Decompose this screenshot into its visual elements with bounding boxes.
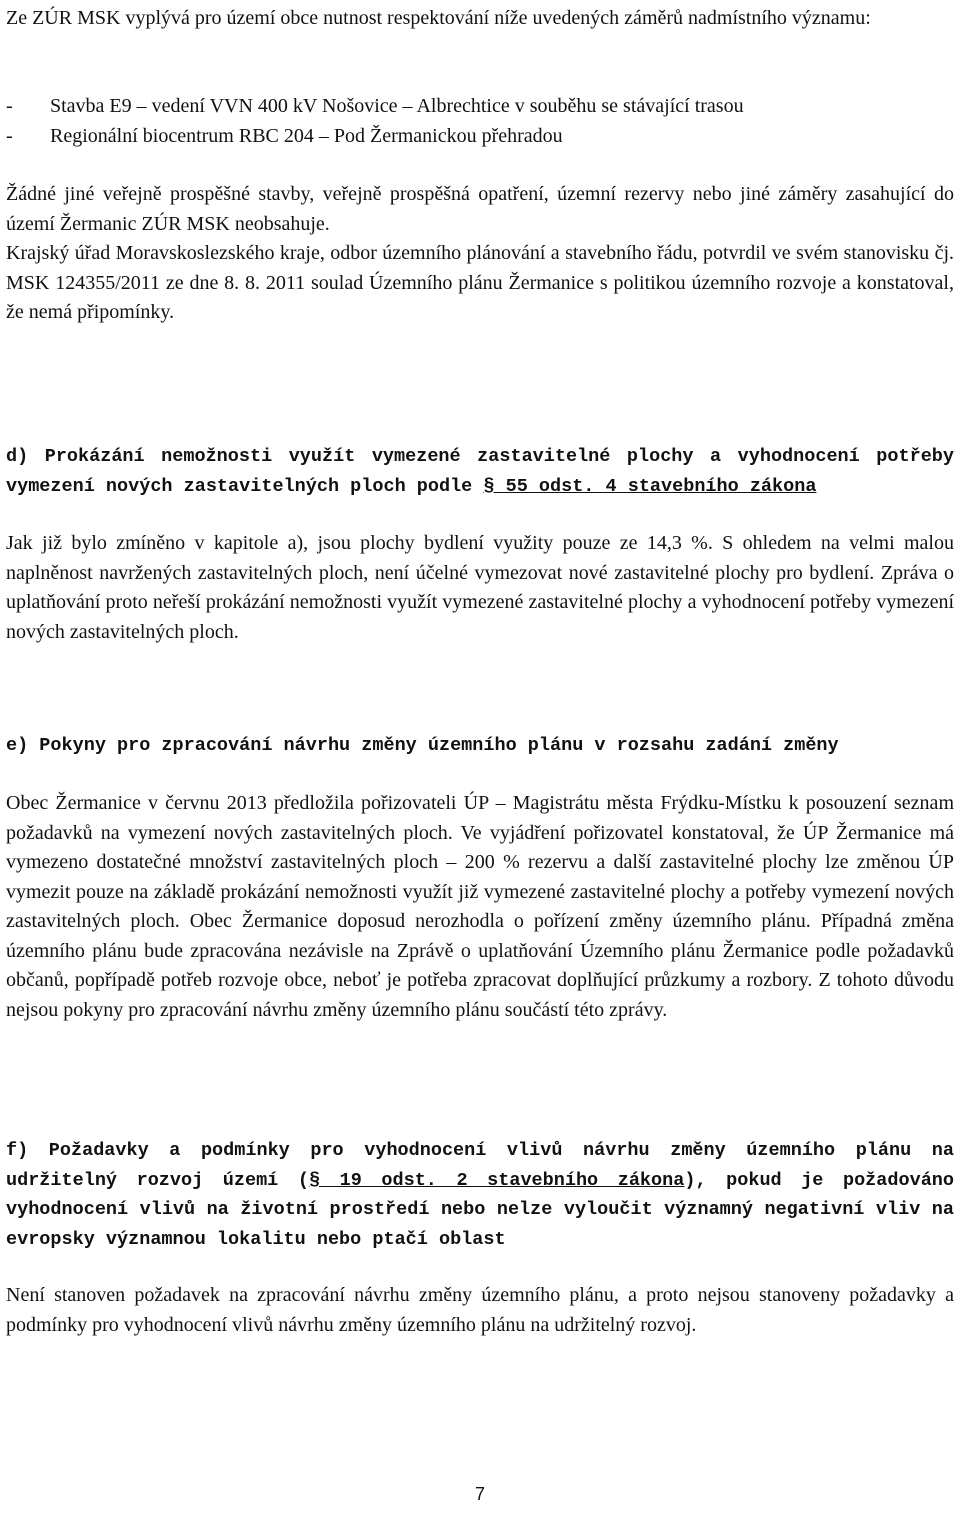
section-f-body: Není stanoven požadavek na zpracování návrhu změny územního plánu, a proto nejsou stanoveny požadavky a podmínky pro vyhodnocení vlivů návrhu změny územního plánu na udržitelný rozvoj. bbox=[6, 1284, 954, 1336]
section-f-heading-tail: ), pokud je požadováno vyhodnocení vlivů na životní prostředí nebo nelze vyloučit významný negativní vliv na evropsky významnou lokalitu nebo ptačí oblast bbox=[6, 1169, 955, 1250]
list-dash: - bbox=[6, 124, 13, 147]
list-item bbox=[6, 122, 954, 152]
regional-office-paragraph: Krajský úřad Moravskoslezského kraje, odbor územního plánování a stavebního řádu, potvrdil ve svém stanovisku čj. MSK 124355/2011 ze dne 8. 8. 2011 soulad Územního plánu Žermanice s politikou územního rozvoje a konstatoval, že nemá připomínky. bbox=[6, 242, 954, 323]
no-other-projects-paragraph: Žádné jiné veřejně prospěšné stavby, veřejně prospěšná opatření, územní rezervy nebo jiné záměry zasahující do území Žermanic ZÚR MSK neobsahuje. bbox=[6, 183, 954, 235]
section-e-body: Obec Žermanice v červnu 2013 předložila pořizovateli ÚP – Magistrátu města Frýdku-Místku k posouzení seznam požadavků na vymezení nových zastavitelných ploch. Ve vyjádření pořizovatel konstatoval, že ÚP Žermanice má vymezeno dostatečné množství zastavitelných ploch – 200 % rezervu a další zastavitelné plochy lze změnou ÚP vymezit pouze na základě prokázání nemožnosti využít již vymezené zastavitelné plochy a potřeby vymezení nových zastavitelných ploch. Obec Žermanice doposud nerozhodla o pořízení změny územního plánu. Případná změna územního plánu bude zpracována nezávisle na Zprávě o uplatňování Územního plánu Žermanice podle požadavků občanů, popřípadě potřeb rozvoje obce, neboť je potřeba zpracovat doplňující průzkumy a rozbory. Z tohoto důvodu nejsou pokyny pro zpracování návrhu změny územního plánu součástí této zprávy. bbox=[6, 792, 954, 1021]
section-d-body: Jak již bylo zmíněno v kapitole a), jsou plochy bydlení využity pouze ze 14,3 %. S ohledem na velmi malou naplněnost navržených zastavitelných ploch, není účelné vymezovat nové zastavitelné plochy pro bydlení. Zpráva o uplatňování proto neřeší prokázání nemožnosti využít vymezené zastavitelné plochy a vyhodnocení potřeby vymezení nových zastavitelných ploch. bbox=[6, 532, 954, 643]
list-item-text: Stavba E9 – vedení VVN 400 kV Nošovice – Albrechtice v souběhu se stávající trasou bbox=[50, 95, 744, 117]
intro-paragraph: Ze ZÚR MSK vyplývá pro území obce nutnost respektování níže uvedených záměrů nadmístního významu: bbox=[6, 7, 871, 29]
list-item-text: Regionální biocentrum RBC 204 – Pod Žermanickou přehradou bbox=[50, 124, 563, 147]
section-f-heading-text: f) Požadavky a podmínky pro vyhodnocení vlivů návrhu změny územního plánu na udržitelný rozvoj území ( bbox=[6, 1140, 954, 1191]
section-d-law-reference: § 55 odst. 4 stavebního zákona bbox=[483, 475, 817, 497]
list-item bbox=[6, 92, 954, 122]
page-number: 7 bbox=[474, 1484, 485, 1504]
section-d-heading bbox=[6, 442, 954, 501]
section-d-heading-text: d) Prokázání nemožnosti využít vymezené zastavitelné plochy a vyhodnocení potřeby vymezení nových zastavitelných ploch podle bbox=[6, 446, 954, 497]
section-f-heading bbox=[6, 1136, 954, 1254]
zur-requirements-list bbox=[6, 92, 954, 151]
list-dash: - bbox=[6, 95, 13, 117]
section-f-law-reference: § 19 odst. 2 stavebního zákona bbox=[308, 1169, 685, 1191]
section-e-heading: e) Pokyny pro zpracování návrhu změny územního plánu v rozsahu zadání změny bbox=[6, 735, 839, 756]
